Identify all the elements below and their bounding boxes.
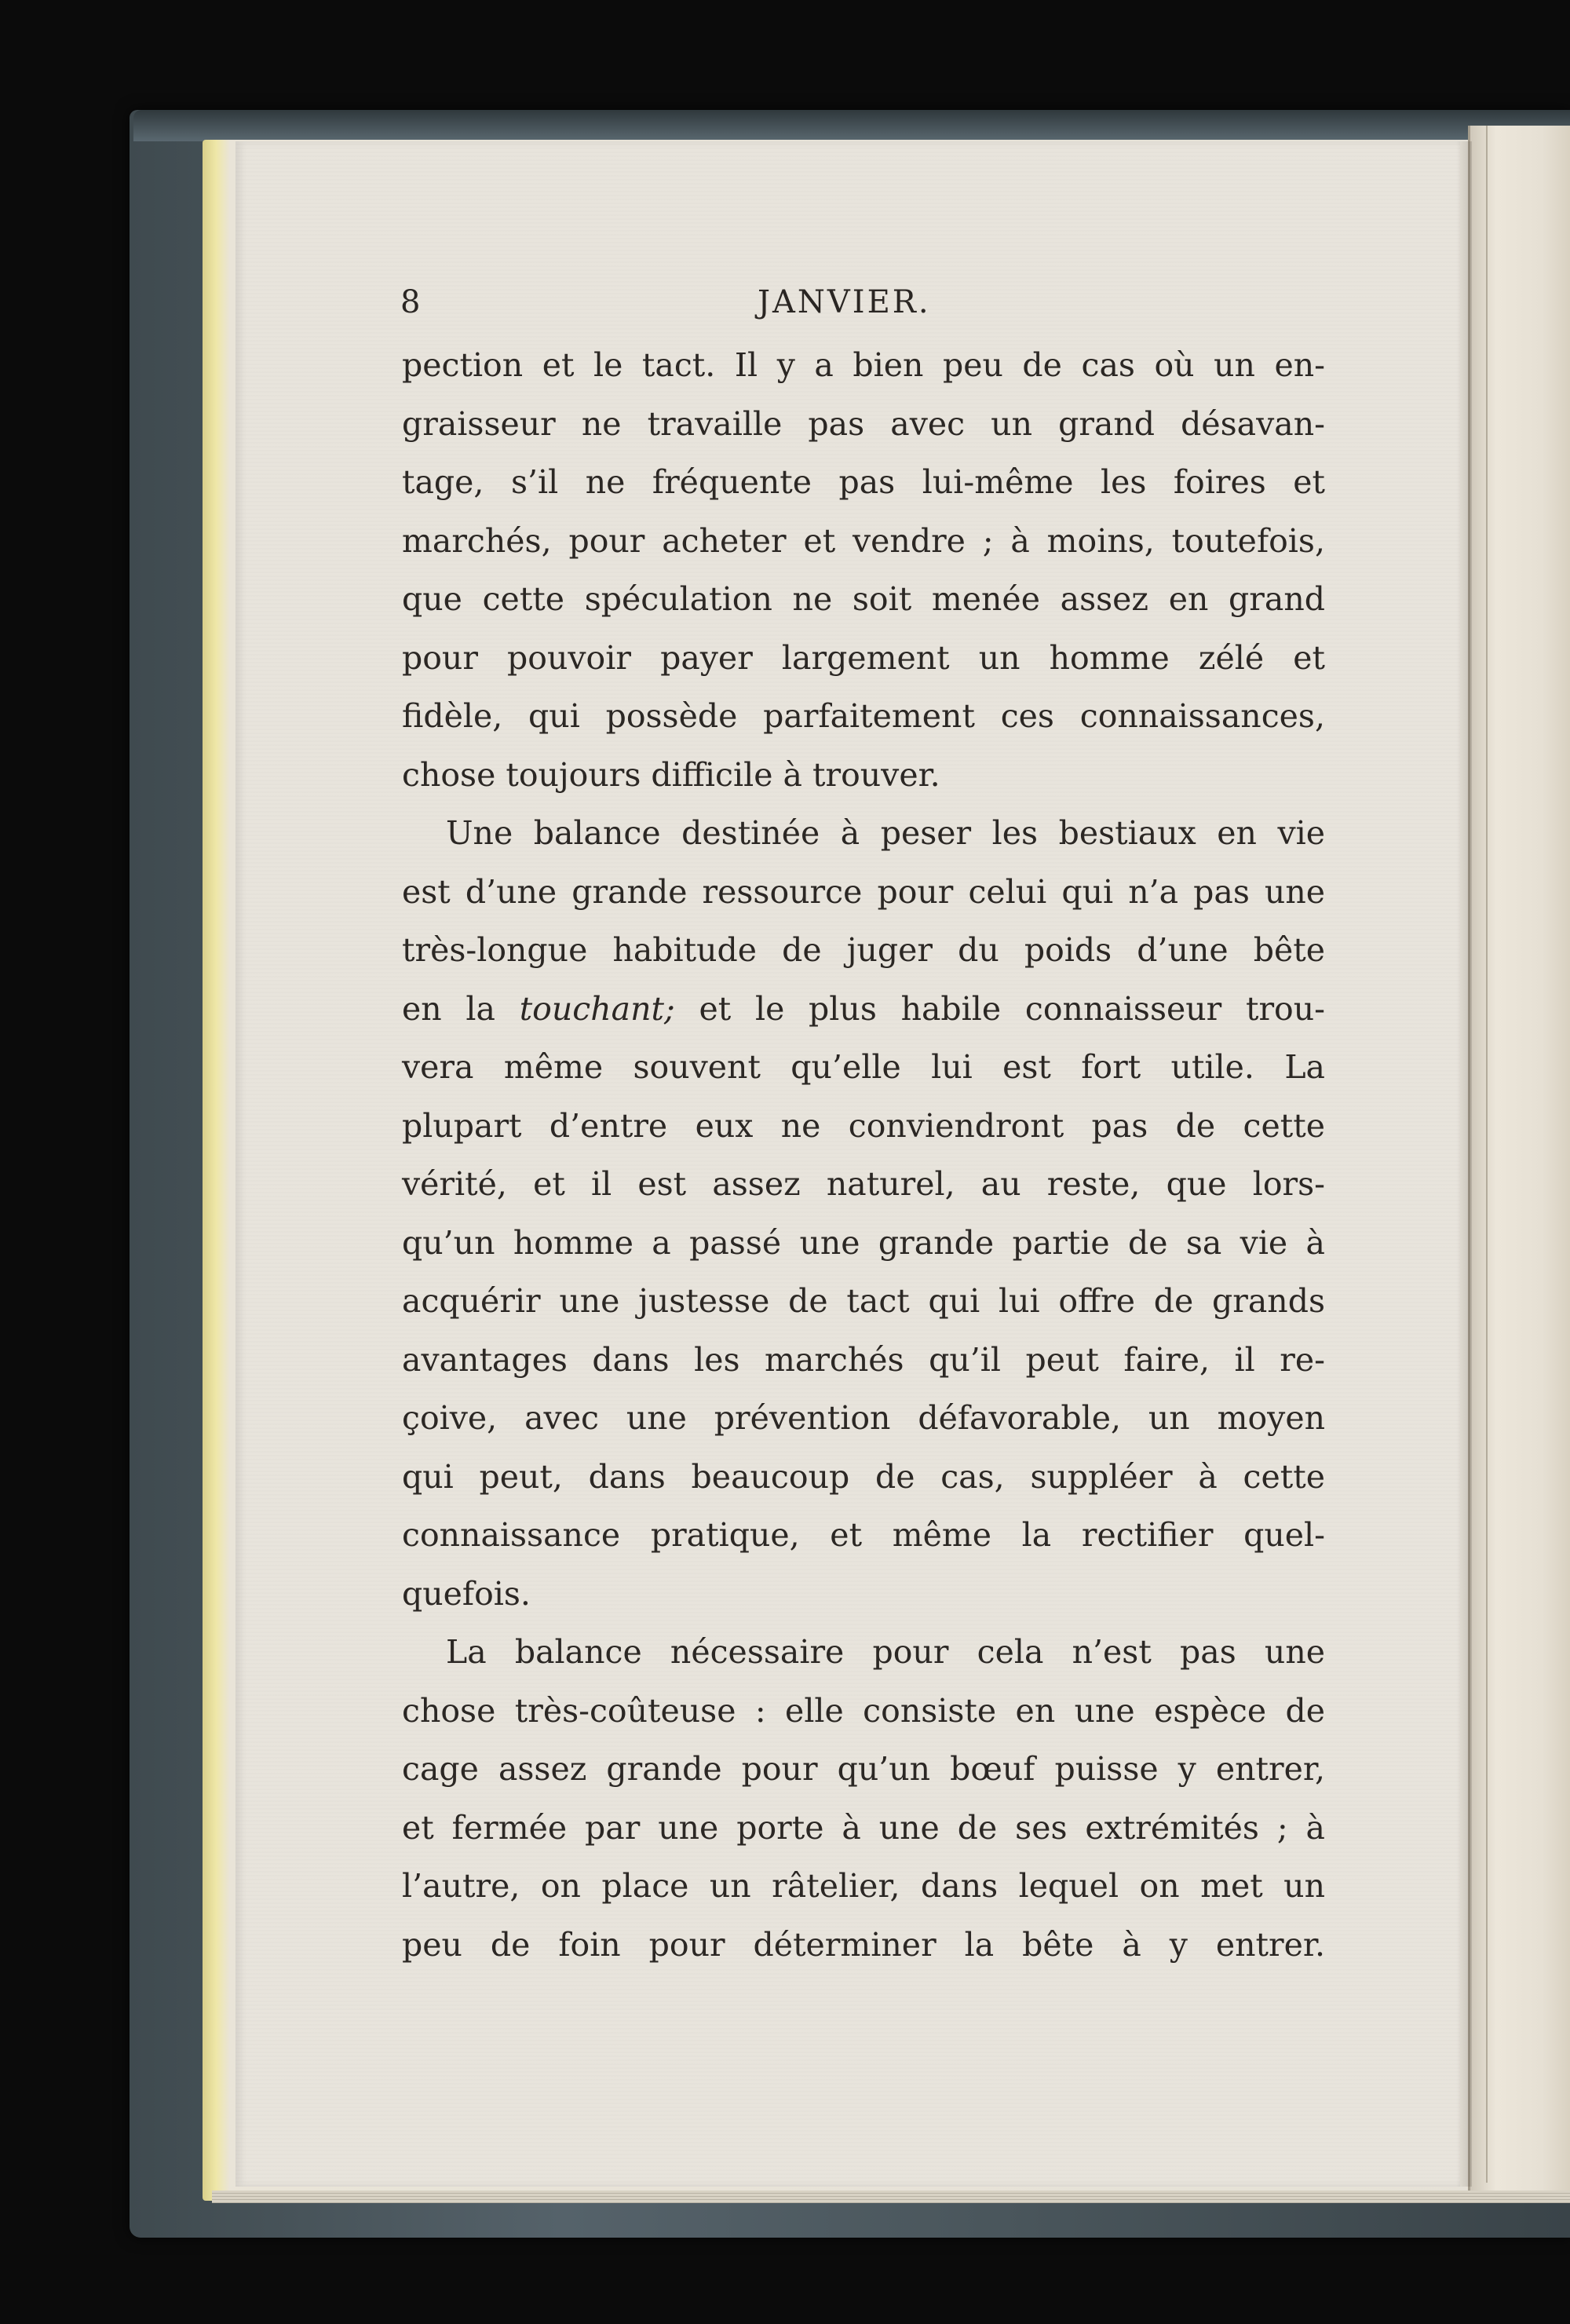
text-line: chose toujours difficile à trouver. (402, 755, 940, 794)
text-line: vera même souvent qu’elle lui est fort utile. La (402, 1048, 1325, 1086)
text-line-with-italic (402, 980, 1325, 1039)
book-cover-top-edge (133, 110, 1570, 141)
text-line: peu de foin pour déterminer la bête à y entrer. (402, 1925, 1325, 1964)
text-line: La balance nécessaire pour cela n’est pas une (446, 1633, 1325, 1671)
text-line: cage assez grande pour qu’un bœuf puisse y entrer, (402, 1750, 1325, 1788)
gutter-line (1486, 126, 1488, 2183)
text-segment: en la (402, 989, 520, 1028)
text-line: que cette spéculation ne soit menée assez en grand (402, 580, 1325, 618)
text-line: quefois. (402, 1574, 531, 1613)
facing-page-edge (1468, 126, 1570, 2191)
text-line: qui peut, dans beaucoup de cas, suppléer à cette (402, 1457, 1325, 1496)
text-line: Une balance destinée à peser les bestiaux en vie (446, 814, 1325, 852)
text-line: pection et le tact. Il y a bien peu de cas où un en- (402, 346, 1325, 384)
text-line: plupart d’entre eux ne conviendront pas de cette (402, 1106, 1325, 1145)
body-text (402, 336, 1325, 1974)
italic-phrase: touchant; (519, 989, 675, 1028)
text-line: fidèle, qui possède parfaitement ces connaissances, (402, 697, 1325, 735)
text-line: connaissance pratique, et même la rectifier quel- (402, 1516, 1325, 1554)
text-segment: et le plus habile connaisseur trou- (674, 989, 1325, 1028)
text-line: qu’un homme a passé une grande partie de sa vie à (402, 1223, 1325, 1262)
page-gutter-shadow (1456, 141, 1472, 2187)
running-head: JANVIER. (758, 284, 931, 320)
text-line: pour pouvoir payer largement un homme zélé et (402, 638, 1325, 677)
text-line: graisseur ne travaille pas avec un grand désavan- (402, 404, 1325, 443)
text-line: est d’une grande ressource pour celui qui n’a pas une (402, 872, 1325, 911)
text-line: çoive, avec une prévention défavorable, un moyen (402, 1399, 1325, 1437)
text-line: marchés, pour acheter et vendre ; à moins, toutefois, (402, 521, 1325, 560)
text-line: très-longue habitude de juger du poids d’une bête (402, 931, 1325, 969)
text-line: acquérir une justesse de tact qui lui offre de grands (402, 1282, 1325, 1320)
page-number: 8 (400, 284, 421, 320)
text-line: vérité, et il est assez naturel, au reste, que lors- (402, 1165, 1325, 1203)
page-block-bottom (212, 2191, 1570, 2203)
text-line: l’autre, on place un râtelier, dans lequel on met un (402, 1867, 1325, 1905)
page-header (400, 284, 1319, 331)
text-line: chose très-coûteuse : elle consiste en une espèce de (402, 1691, 1325, 1730)
text-line: tage, s’il ne fréquente pas lui-même les foires et (402, 463, 1325, 501)
text-line: et fermée par une porte à une de ses extrémités ; à (402, 1808, 1325, 1847)
text-line: avantages dans les marchés qu’il peut faire, il re- (402, 1340, 1325, 1379)
